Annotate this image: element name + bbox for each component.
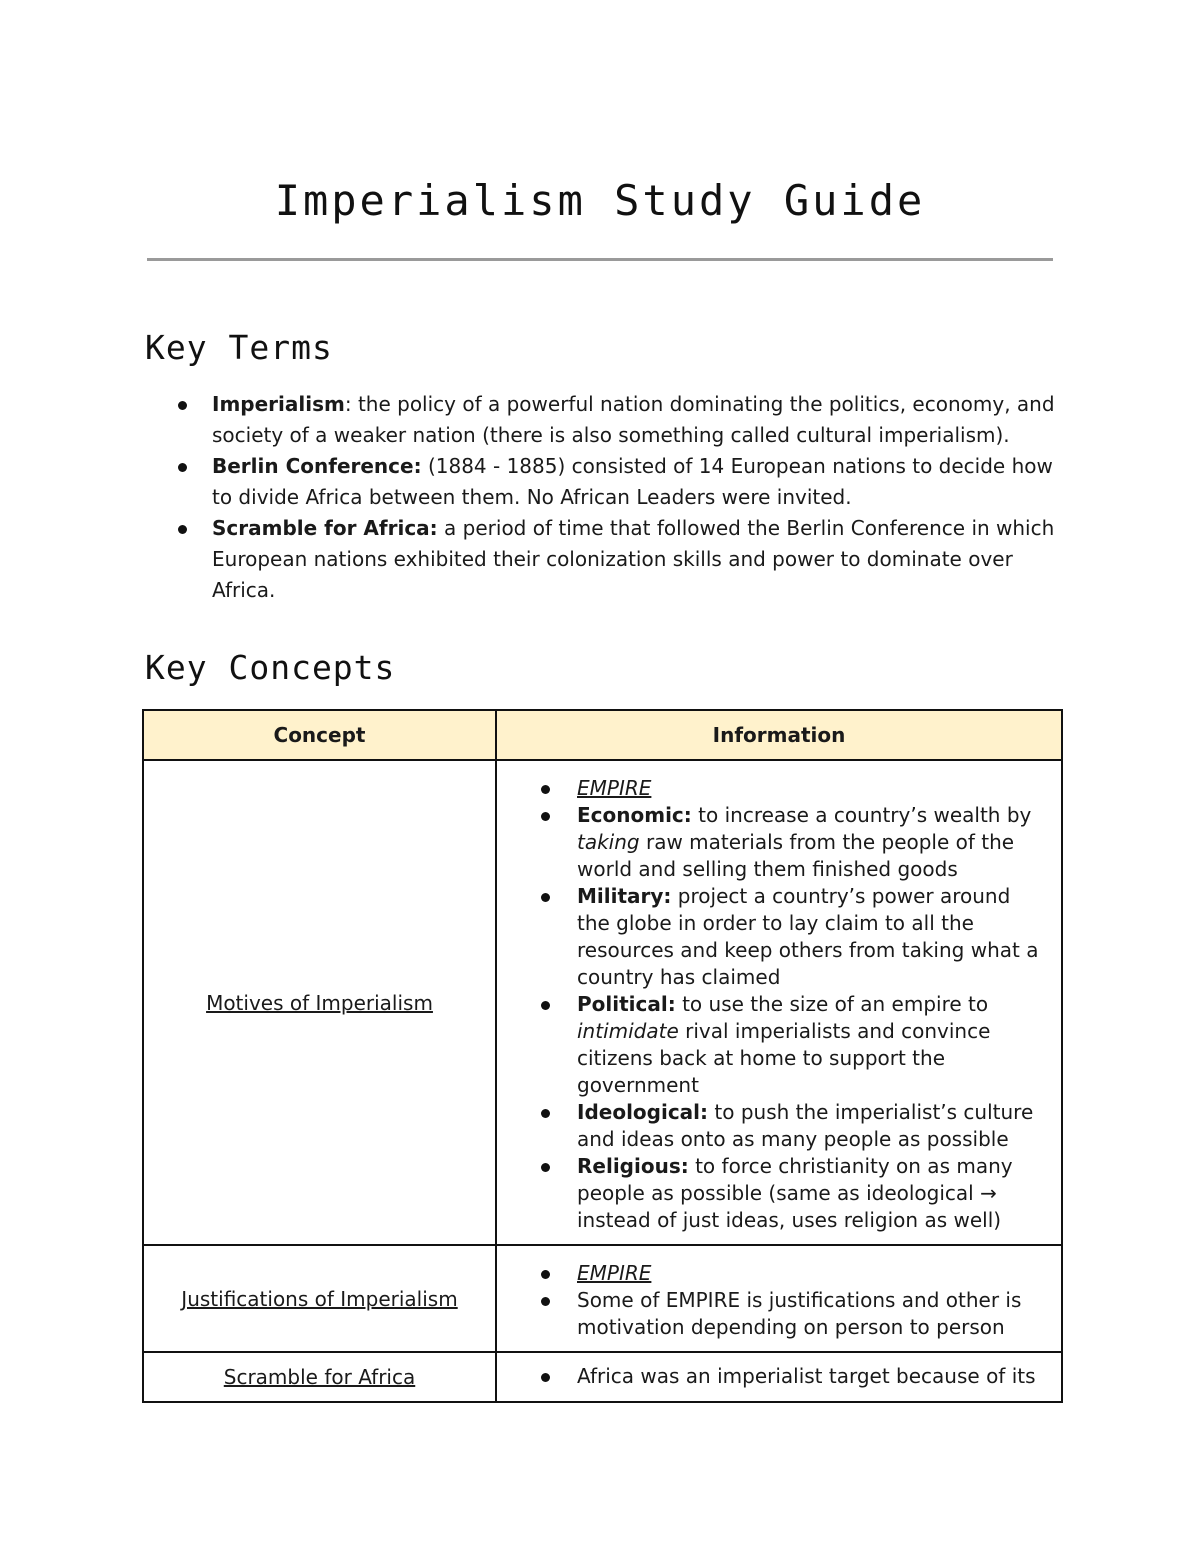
bullet-icon <box>178 401 187 410</box>
list-item <box>541 883 1041 991</box>
list-item <box>541 1287 1041 1341</box>
concept-label: Scramble for Africa <box>223 1365 416 1389</box>
motive-text: to push the imperialist’s culture and ideas onto as many people as possible <box>577 1100 1034 1151</box>
document-title: Imperialism Study Guide <box>274 176 926 226</box>
horizontal-divider <box>147 258 1053 261</box>
information-list <box>541 1260 1041 1341</box>
empire-acronym: EMPIRE <box>577 1261 652 1285</box>
information-cell <box>496 760 1062 1245</box>
list-item <box>541 991 1041 1099</box>
bullet-icon <box>541 1001 550 1010</box>
term-label: Berlin Conference: <box>212 454 422 478</box>
motive-text: rival imperialists and convince citizens back at home to support the government <box>577 1019 991 1097</box>
table-header-row <box>143 710 1062 760</box>
emphasis-text: taking <box>577 830 640 854</box>
term-label: Imperialism <box>212 392 345 416</box>
motive-label: Political: <box>577 992 676 1016</box>
information-cell <box>496 1352 1062 1402</box>
concept-label: Justifications of Imperialism <box>181 1286 458 1311</box>
scramble-text: Africa was an imperialist target because of its <box>577 1364 1036 1388</box>
list-item <box>541 802 1041 883</box>
information-list <box>541 1363 1041 1390</box>
term-definition: : the policy of a powerful nation dominating the politics, economy, and society of a weaker nation (there is also something called cultural imperialism). <box>212 392 1055 447</box>
table-row <box>143 760 1062 1245</box>
motive-label: Religious: <box>577 1154 689 1178</box>
bullet-icon <box>541 893 550 902</box>
key-terms-list <box>175 389 1055 606</box>
list-item <box>541 775 1041 802</box>
list-item <box>175 513 1055 606</box>
information-cell <box>496 1245 1062 1352</box>
bullet-icon <box>541 1297 550 1306</box>
list-item <box>541 1153 1041 1234</box>
list-item <box>541 1099 1041 1153</box>
motive-text: project a country’s power around the globe in order to lay claim to all the resources and keep others from taking what a country has claimed <box>577 884 1039 989</box>
motive-text: to force christianity on as many people as possible (same as ideological → instead of just ideas, uses religion as well) <box>577 1154 1013 1232</box>
bullet-icon <box>541 1163 550 1172</box>
list-item <box>175 451 1055 513</box>
concept-cell <box>143 1245 496 1352</box>
bullet-icon <box>541 1109 550 1118</box>
bullet-icon <box>541 1373 550 1382</box>
term-definition: a period of time that followed the Berlin Conference in which European nations exhibited their colonization skills and power to dominate over Africa. <box>212 516 1055 602</box>
term-definition: (1884 - 1885) consisted of 14 European nations to decide how to divide Africa between them. No African Leaders were invited. <box>212 454 1053 509</box>
motive-label: Ideological: <box>577 1100 709 1124</box>
information-list <box>541 775 1041 1234</box>
bullet-icon <box>541 785 550 794</box>
emphasis-text: intimidate <box>577 1019 679 1043</box>
motive-text: to use the size of an empire to <box>675 992 989 1016</box>
list-item <box>541 1260 1041 1287</box>
term-label: Scramble for Africa: <box>212 516 438 540</box>
bullet-icon <box>178 525 187 534</box>
concept-cell <box>143 1352 496 1402</box>
bullet-icon <box>178 463 187 472</box>
concept-cell <box>143 760 496 1245</box>
bullet-icon <box>541 1270 550 1279</box>
table-row <box>143 1245 1062 1352</box>
empire-acronym: EMPIRE <box>577 776 652 800</box>
bullet-icon <box>541 812 550 821</box>
list-item <box>541 1363 1041 1390</box>
motive-text: raw materials from the people of the world and selling them finished goods <box>577 830 1015 881</box>
concept-label: Motives of Imperialism <box>206 990 433 1015</box>
key-concepts-heading: Key Concepts <box>145 648 396 687</box>
table-row <box>143 1352 1062 1402</box>
justification-text: Some of EMPIRE is justifications and other is motivation depending on person to person <box>577 1288 1022 1339</box>
key-terms-heading: Key Terms <box>145 328 333 367</box>
column-header-information: Information <box>496 710 1062 760</box>
motive-label: Military: <box>577 884 672 908</box>
column-header-concept: Concept <box>143 710 496 760</box>
motive-text: to increase a country’s wealth by <box>691 803 1032 827</box>
key-concepts-table <box>142 709 1063 1403</box>
list-item <box>175 389 1055 451</box>
motive-label: Economic: <box>577 803 692 827</box>
